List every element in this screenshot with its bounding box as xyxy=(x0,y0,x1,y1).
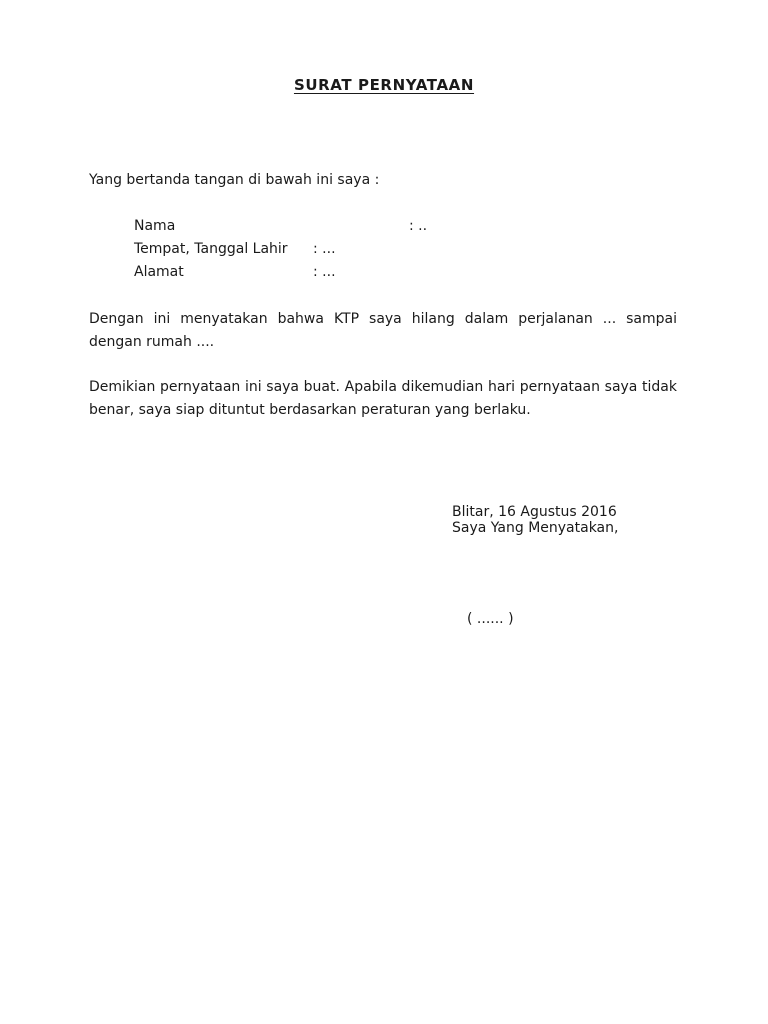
signature-placeholder: ( ...... ) xyxy=(467,611,514,627)
document-title: SURAT PERNYATAAN xyxy=(293,76,475,94)
field-label-alamat: Alamat xyxy=(134,264,184,280)
place-date: Blitar, 16 Agustus 2016 xyxy=(452,504,617,520)
paragraph-statement: Dengan ini menyatakan bahwa KTP saya hilang dalam perjalanan ... sampai dengan rumah .... xyxy=(89,311,677,350)
field-value-nama: : .. xyxy=(409,218,428,234)
closing-text: Saya Yang Menyatakan, xyxy=(452,520,619,536)
field-value-alamat: : ... xyxy=(313,264,336,280)
intro-text: Yang bertanda tangan di bawah ini saya : xyxy=(89,172,380,188)
field-value-ttl: : ... xyxy=(313,241,336,257)
field-label-ttl: Tempat, Tanggal Lahir xyxy=(134,241,288,257)
field-label-nama: Nama xyxy=(134,218,176,234)
paragraph-closing: Demikian pernyataan ini saya buat. Apabila dikemudian hari pernyataan saya tidak benar, saya siap dituntut berdasarkan peraturan yang berlaku. xyxy=(89,379,677,418)
